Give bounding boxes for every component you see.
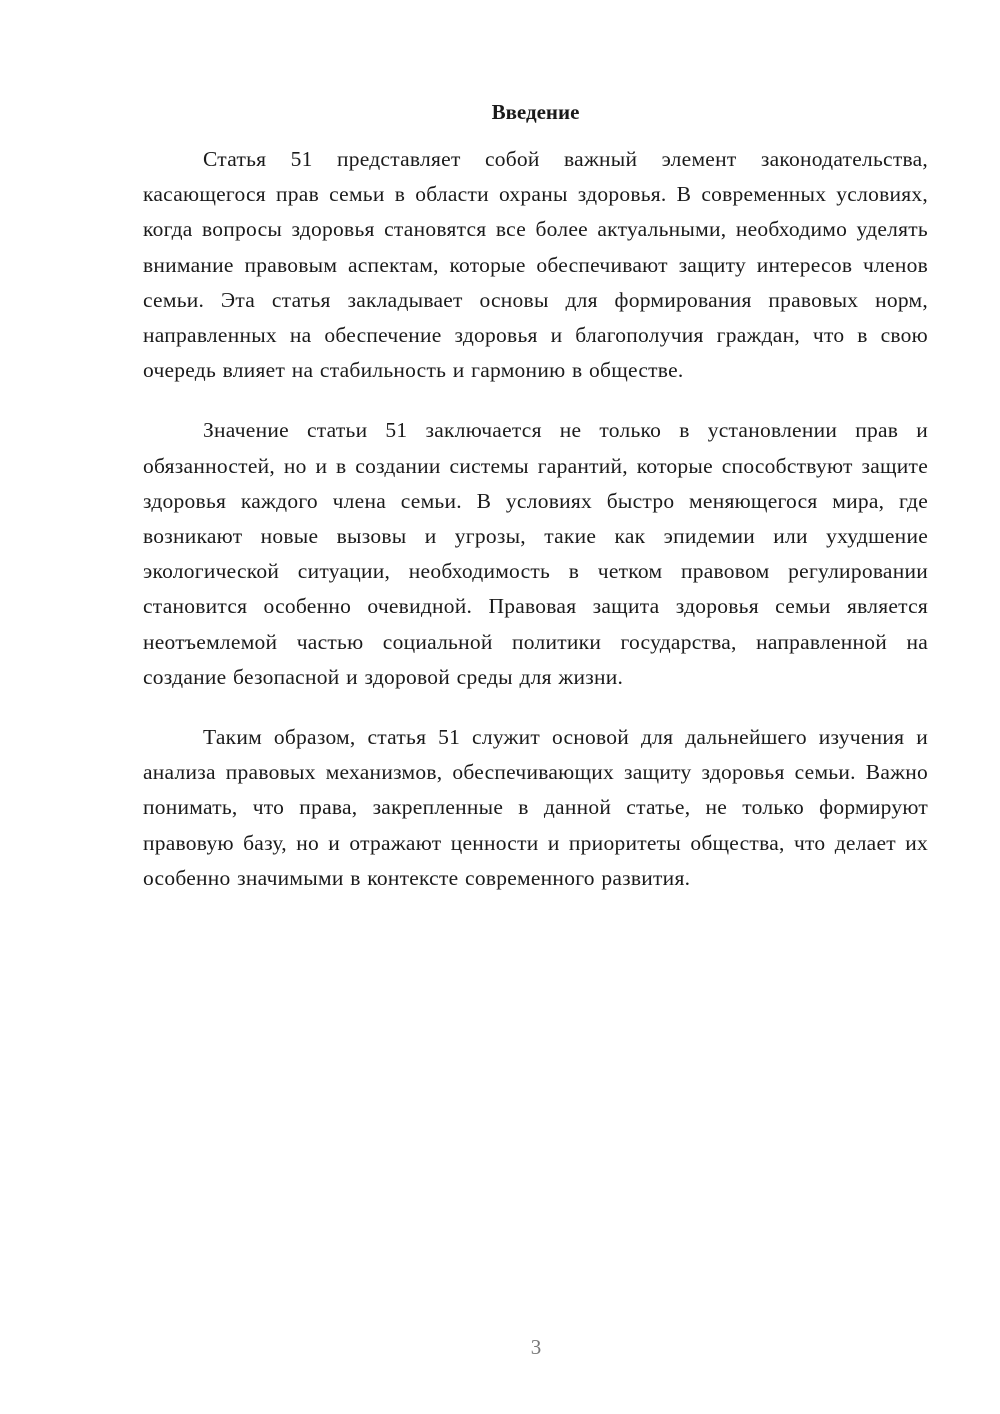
page-number: 3: [530, 1335, 542, 1359]
document-body: [143, 142, 928, 921]
section-heading: Введение: [491, 100, 580, 124]
paragraph-1: Статья 51 представляет собой важный элемент законодательства, касающегося прав семьи в области охраны здоровья. В современных условиях, когда вопросы здоровья становятся все более актуальными, необходимо уделять внимание правовым аспектам, которые обеспечивают защиту интересов членов семьи. Эта статья закладывает основы для формирования правовых норм, направленных на обеспечение здоровья и благополучия граждан, что в свою очередь влияет на стабильность и гармонию в обществе.: [143, 147, 928, 383]
paragraph-3: Таким образом, статья 51 служит основой для дальнейшего изучения и анализа правовых механизмов, обеспечивающих защиту здоровья семьи. Важно понимать, что права, закрепленные в данной статье, не только формируют правовую базу, но и отражают ценности и приоритеты общества, что делает их особенно значимыми в контексте современного развития.: [143, 725, 928, 890]
paragraph-2: Значение статьи 51 заключается не только в установлении прав и обязанностей, но и в создании системы гарантий, которые способствуют защите здоровья каждого члена семьи. В условиях быстро меняющегося мира, где возникают новые вызовы и угрозы, такие как эпидемии или ухудшение экологической ситуации, необходимость в четком правовом регулировании становится особенно очевидной. Правовая защита здоровья семьи является неотъемлемой частью социальной политики государства, направленной на создание безопасной и здоровой среды для жизни.: [143, 418, 928, 689]
